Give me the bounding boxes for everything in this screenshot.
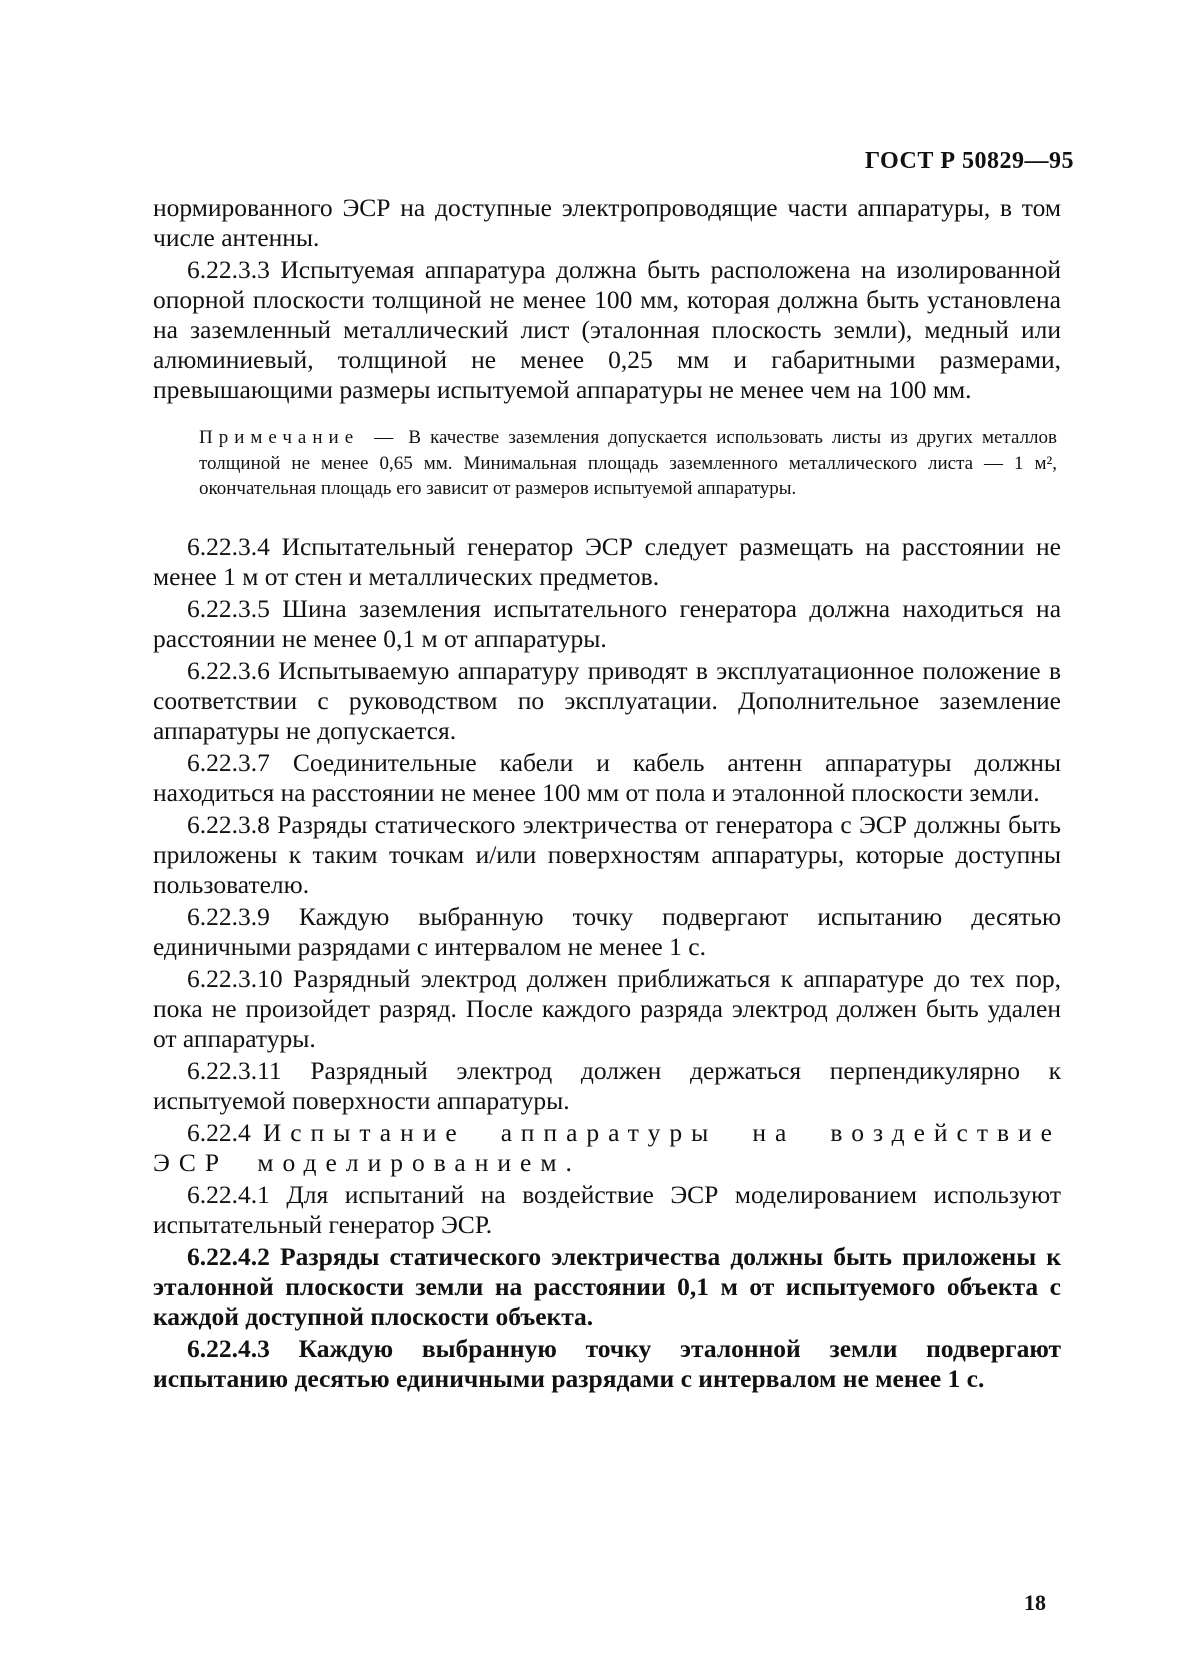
paragraph-text: нормированного ЭСР на доступные электропроводящие части аппаратуры, в том числе антенны.	[153, 193, 1061, 252]
clause-number: 6.22.3.8	[187, 809, 270, 839]
paragraph-continuation	[153, 193, 1061, 253]
section-title: Испытание аппаратуры на воздействие ЭСР моделированием.	[153, 1117, 1061, 1177]
note-label: Примечание —	[199, 427, 400, 448]
paragraph-6-22-4-3	[153, 1334, 1061, 1394]
clause-number: 6.22.3.11	[187, 1055, 282, 1085]
paragraph-text: Каждую выбранную точку подвергают испытанию десятью единичными разрядами с интервалом не менее 1 с.	[153, 901, 1061, 961]
paragraph-6-22-3-4	[153, 532, 1061, 592]
page-body	[153, 193, 1061, 1396]
paragraph-6-22-3-7	[153, 748, 1061, 808]
paragraph-text: Испытываемую аппаратуру приводят в эксплуатационное положение в соответствии с руководством по эксплуатации. Дополнительное заземление аппаратуры не допускается.	[153, 655, 1062, 745]
clause-number: 6.22.4	[187, 1117, 251, 1147]
paragraph-6-22-4-2	[153, 1242, 1061, 1332]
clause-number: 6.22.3.9	[187, 901, 270, 931]
paragraph-text: Разряды статического электричества от генератора с ЭСР должны быть приложены к таким точкам и/или поверхностям аппаратуры, которые доступны пользователю.	[153, 809, 1061, 899]
document-code: ГОСТ Р 50829—95	[864, 148, 1074, 174]
paragraph-text: Соединительные кабели и кабель антенн аппаратуры должны находиться на расстоянии не менее 100 мм от пола и эталонной плоскости земли.	[153, 747, 1061, 807]
clause-number: 6.22.3.3	[187, 255, 270, 284]
bold-print-block	[153, 1242, 1061, 1394]
paragraph-6-22-3-9	[153, 902, 1061, 962]
clause-number: 6.22.3.4	[187, 531, 270, 561]
note	[153, 425, 1061, 502]
paragraph-6-22-3-3	[153, 255, 1061, 405]
clause-number: 6.22.4.2	[187, 1241, 270, 1271]
paragraph-text: Для испытаний на воздействие ЭСР моделированием используют испытательный генератор ЭСР.	[153, 1179, 1061, 1239]
paragraph-6-22-3-6	[153, 656, 1061, 746]
clause-number: 6.22.3.10	[187, 963, 283, 993]
page-number: 18	[1024, 1590, 1046, 1615]
note-text: В качестве заземления допускается использовать листы из других металлов толщиной не менее 0,65 мм. Минимальная площадь заземленного металлического листа — 1 м², окончательная площадь его зависит от размеров испытуемой аппаратуры.	[199, 427, 1058, 499]
paragraph-6-22-3-8	[153, 810, 1061, 900]
paragraph-text: Испытательный генератор ЭСР следует размещать на расстоянии не менее 1 м от стен и металлических предметов.	[153, 531, 1061, 591]
paragraph-6-22-3-11	[153, 1056, 1061, 1116]
paragraph-6-22-4-1	[153, 1180, 1061, 1240]
paragraph-text: Разрядный электрод должен приближаться к аппаратуре до тех пор, пока не произойдет разряд. После каждого разряда электрод должен быть удален от аппаратуры.	[153, 963, 1061, 1053]
paragraph-text: Каждую выбранную точку эталонной земли подвергают испытанию десятью единичными разрядами с интервалом не менее 1 с.	[153, 1333, 1062, 1393]
clause-number: 6.22.4.3	[187, 1333, 270, 1363]
paragraph-6-22-3-5	[153, 594, 1061, 654]
paragraph-6-22-3-10	[153, 964, 1061, 1054]
section-heading-6-22-4	[153, 1118, 1061, 1178]
paragraph-text: Разрядный электрод должен держаться перпендикулярно к испытуемой поверхности аппаратуры.	[153, 1055, 1061, 1115]
clause-number: 6.22.3.6	[187, 655, 270, 685]
paragraph-text: Шина заземления испытательного генератора должна находиться на расстоянии не менее 0,1 м от аппаратуры.	[153, 593, 1062, 653]
paragraph-text: Разряды статического электричества должны быть приложены к эталонной плоскости земли на расстоянии 0,1 м от испытуемого объекта с каждой доступной плоскости объекта.	[153, 1241, 1061, 1331]
clause-number: 6.22.4.1	[187, 1179, 270, 1209]
clause-number: 6.22.3.5	[187, 593, 270, 623]
clause-number: 6.22.3.7	[187, 747, 270, 777]
paragraph-text: Испытуемая аппаратура должна быть расположена на изолированной опорной плоскости толщиной не менее 100 мм, которая должна быть установлена на заземленный металлический лист (эталонная плоскость земли), медный или алюминиевый, толщиной не менее 0,25 мм и габаритными размерами, превышающими размеры испытуемой аппаратуры не менее чем на 100 мм.	[153, 255, 1061, 404]
